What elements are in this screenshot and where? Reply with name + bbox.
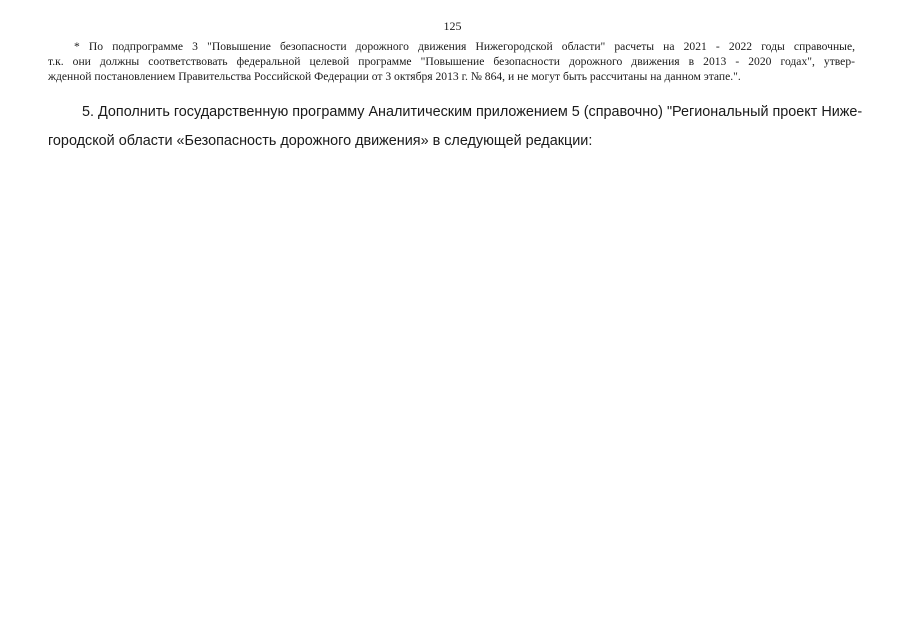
footnote-line: * По подпрограмме 3 "Повышение безопасности дорожного движения Нижегородской области" расчеты на 2021 - 2022 годы справочные, xyxy=(74,40,855,53)
paragraph-line: 5. Дополнить государственную программу Аналитическим приложением 5 (справочно) "Региональный проект Ниже- xyxy=(82,104,863,120)
page-number: 125 xyxy=(443,19,462,33)
footnote-line: жденной постановлением Правительства Российской Федерации от 3 октября 2013 г. № 864, и не могут быть рассчитаны на данном этапе.". xyxy=(48,70,741,83)
footnote-line: т.к. они должны соответствовать федеральной целевой программе "Повышение безопасности дорожного движения в 2013 - 2020 годах", утвер- xyxy=(48,55,855,68)
amendment-paragraph xyxy=(48,98,863,156)
footnote xyxy=(48,39,855,84)
paragraph-line: городской области «Безопасность дорожного движения» в следующей редакции: xyxy=(48,133,593,149)
